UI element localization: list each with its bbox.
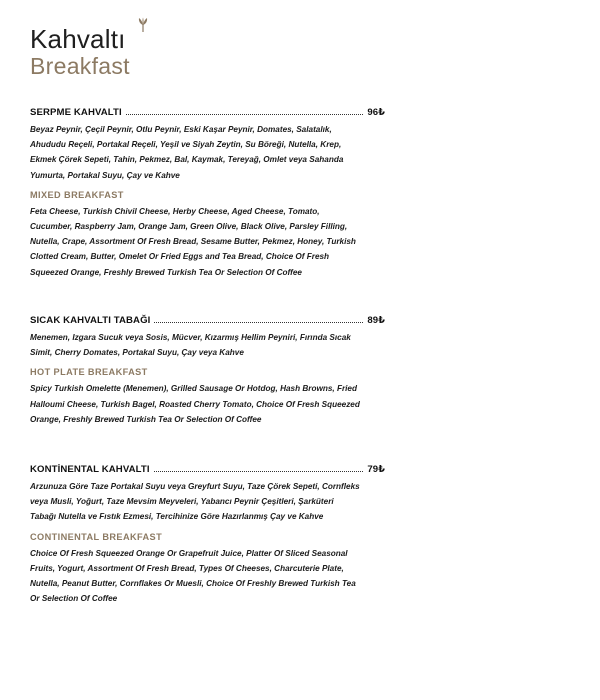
item-name-en: MIXED BREAKFAST — [30, 189, 124, 200]
menu-item — [30, 315, 385, 427]
dot-leader — [154, 315, 363, 323]
item-description-tr: Beyaz Peynir, Çeçil Peynir, Otlu Peynir, Eski Kaşar Peynir, Domates, Salatalık, Ahududu Reçeli, Portakal Reçeli, Yeşil ve Siyah Zeytin, Su Böreği, Nutella, Krep, Ekmek Çörek Sepeti, Tahin, Pekmez, Bal, Kaymak, Tereyağ, Omlet veya Sahanda Yumurta, Portakal Suyu, Çay ve Kahve — [30, 125, 344, 180]
item-description-en: Feta Cheese, Turkish Chivil Cheese, Herby Cheese, Aged Cheese, Tomato, Cucumber, Raspberry Jam, Orange Jam, Green Olive, Black Olive, Parsley Filling, Nutella, Crape, Assortment Of Fresh Bread, Sesame Butter, Pekmez, Honey, Turkish Clotted Cream, Butter, Omelet Or Fried Eggs and Tea Bread, Choice Of Fresh Squeezed Orange, Freshly Brewed Turkish Tea Or Selection Of Coffee — [30, 206, 356, 277]
tulip-icon — [134, 16, 152, 34]
dot-leader — [126, 107, 364, 115]
item-description-tr: Arzunuza Göre Taze Portakal Suyu veya Greyfurt Suyu, Taze Çörek Sepeti, Cornfleks veya Musli, Yoğurt, Taze Mevsim Meyveleri, Yabancı Peynir Çeşitleri, Şarküteri Tabağı Nutella ve Fıstık Ezmesi, Tercihinize Göre Hazırlanmış Çay ve Kahve — [30, 482, 360, 522]
item-name: KONTİNENTAL KAHVALTI — [30, 464, 150, 475]
dot-leader — [154, 464, 364, 472]
menu-item — [30, 464, 385, 606]
item-description-en: Choice Of Fresh Squeezed Orange Or Grapefruit Juice, Platter Of Sliced Seasonal Fruits, Yogurt, Assortment Of Fresh Bread, Types Of Cheeses, Charcuterie Plate, Nutella, Peanut Butter, Cornflakes Or Muesli, Choice Of Freshly Brewed Turkish Tea Or Selection Of Coffee — [30, 548, 356, 604]
menu-item-row — [30, 464, 385, 475]
menu-item — [30, 107, 385, 280]
page-title: Kahvaltı — [30, 24, 126, 54]
item-name: SERPME KAHVALTI — [30, 107, 122, 118]
item-price: 89₺ — [367, 315, 385, 326]
item-name-en: CONTINENTAL BREAKFAST — [30, 531, 163, 542]
menu-item-row — [30, 315, 385, 326]
item-name: SICAK KAHVALTI TABAĞI — [30, 315, 151, 326]
page-subtitle: Breakfast — [30, 53, 130, 79]
item-price: 79₺ — [367, 464, 385, 475]
item-description-tr: Menemen, Izgara Sucuk veya Sosis, Mücver, Kızarmış Hellim Peyniri, Fırında Sıcak Simit, Cherry Domates, Portakal Suyu, Çay veya Kahve — [30, 333, 351, 358]
item-price: 96₺ — [367, 107, 385, 118]
menu-item-row — [30, 107, 385, 118]
item-description-en: Spicy Turkish Omelette (Menemen), Grilled Sausage Or Hotdog, Hash Browns, Fried Halloumi Cheese, Turkish Bagel, Roasted Cherry Tomato, Choice Of Fresh Squeezed Orange, Freshly Brewed Turkish Tea Or Selection Of Coffee — [30, 384, 360, 424]
item-name-en: HOT PLATE BREAKFAST — [30, 367, 148, 378]
